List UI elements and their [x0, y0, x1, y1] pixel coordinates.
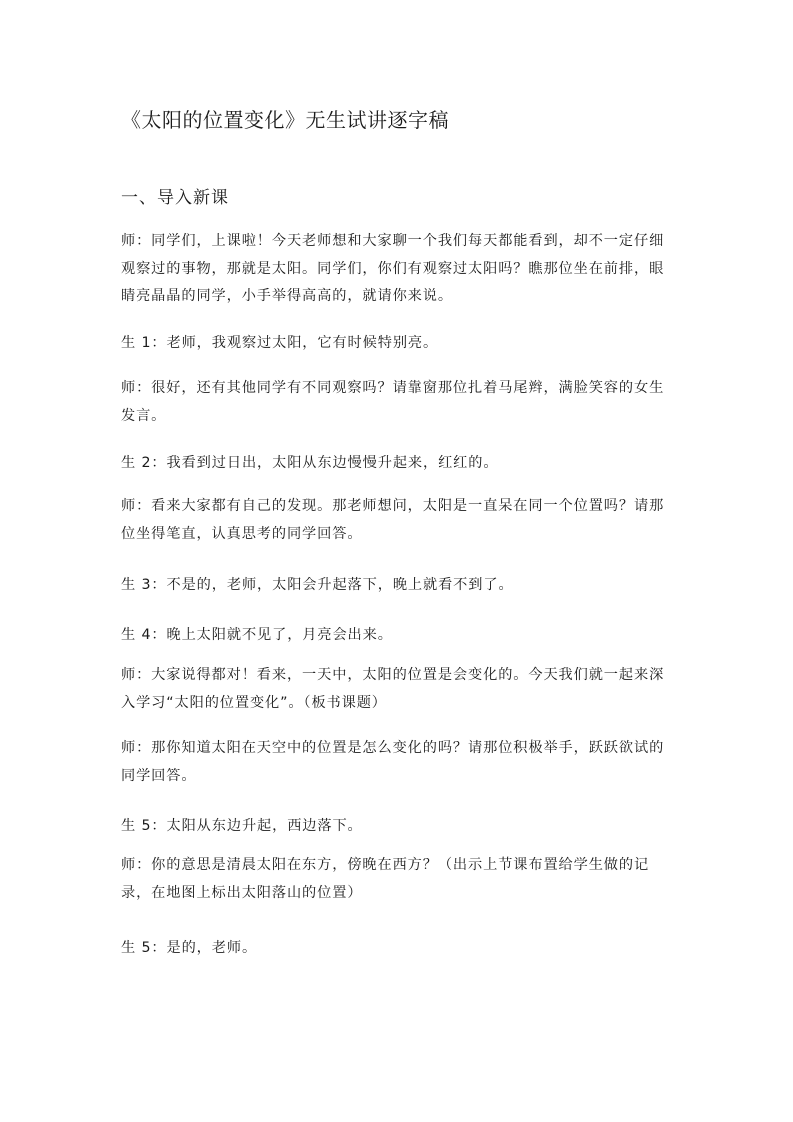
paragraph-student-5: 生 5：太阳从东边升起，西边落下。 — [121, 818, 363, 834]
paragraph-student-3: 生 3：不是的，老师，太阳会升起落下，晚上就看不到了。 — [121, 577, 514, 593]
paragraph-teacher-5: 师：那你知道太阳在天空中的位置是怎么变化的吗？请那位积极举手，跃跃欲试的同学回答。 — [121, 740, 665, 784]
paragraph-student-1: 生 1：老师，我观察过太阳，它有时候特别亮。 — [121, 335, 439, 351]
paragraph-student-6: 生 5：是的，老师。 — [121, 940, 258, 956]
document-title: 《太阳的位置变化》无生试讲逐字稿 — [121, 108, 449, 132]
paragraph-student-2: 生 2：我看到过日出，太阳从东边慢慢升起来，红红的。 — [121, 455, 499, 471]
paragraph-teacher-4: 师：大家说得都对！看来，一天中，太阳的位置是会变化的。今天我们就一起来深入学习“太阳的位置变化”。（板书课题） — [121, 667, 665, 711]
paragraph-teacher-6: 师：你的意思是清晨太阳在东方，傍晚在西方？（出示上节课布置给学生做的记录，在地图上标出太阳落山的位置） — [121, 857, 650, 901]
section-heading: 一、导入新课 — [121, 188, 229, 208]
paragraph-teacher-2: 师：很好，还有其他同学有不同观察吗？请靠窗那位扎着马尾辫，满脸笑容的女生发言。 — [121, 380, 665, 424]
paragraph-teacher-3: 师：看来大家都有自己的发现。那老师想问，太阳是一直呆在同一个位置吗？请那位坐得笔直，认真思考的同学回答。 — [121, 498, 665, 542]
paragraph-teacher-1: 师：同学们，上课啦！今天老师想和大家聊一个我们每天都能看到，却不一定仔细观察过的事物，那就是太阳。同学们，你们有观察过太阳吗？瞧那位坐在前排，眼睛亮晶晶的同学，小手举得高高的，就请你来说。 — [121, 233, 665, 304]
paragraph-student-4: 生 4：晚上太阳就不见了，月亮会出来。 — [121, 627, 393, 643]
